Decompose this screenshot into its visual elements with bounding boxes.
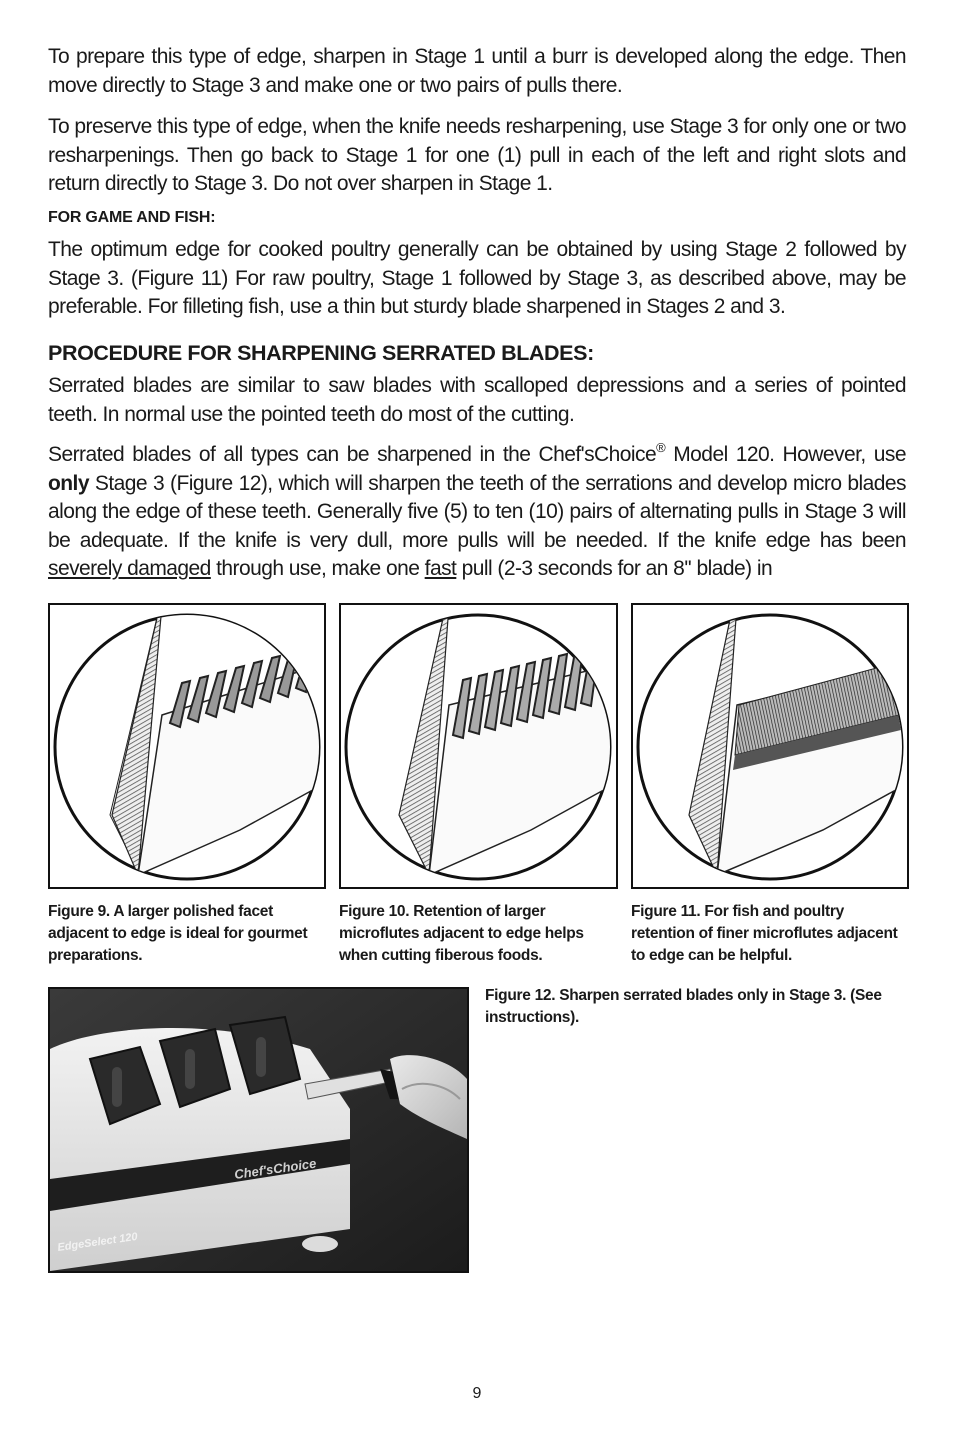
paragraph-game-fish: The optimum edge for cooked poultry generally can be obtained by using Stage 2 followed by Stage 3. (Figure 11) For raw poultry, Stage 1 followed by Stage 3, as described above, may be preferable. For filleting fish, use a thin but sturdy blade sharpened in Stages 2 and 3. [48,238,906,319]
paragraph-prepare-edge: To prepare this type of edge, sharpen in Stage 1 until a burr is developed along the edge. Then move directly to Stage 3 and make one or two pairs of pulls there. [48,45,906,97]
figure-12-caption: Figure 12. Sharpen serrated blades only in Stage 3. (See instructions). [485,987,882,1026]
figure-9-image [48,603,326,889]
underline-severely-damaged: severely damaged [48,557,211,581]
product-logo-text: Chef'sChoice [233,1155,318,1182]
underline-fast: fast [424,557,457,581]
heading-serrated-blades: PROCEDURE FOR SHARPENING SERRATED BLADES: [48,341,594,365]
figure-11-image [631,603,909,889]
figure-11-caption: Figure 11. For fish and poultry retention of finer microflutes adjacent to edge can be helpful. [631,903,898,964]
emphasis-only: only [48,471,89,495]
figure-10-image [339,603,618,889]
figure-9-caption: Figure 9. A larger polished facet adjacent to edge is ideal for gourmet preparations. [48,903,308,964]
paragraph-serrated-description: Serrated blades are similar to saw blades with scalloped depressions and a series of pointed teeth. In normal use the pointed teeth do most of the cutting. [48,374,906,426]
figure-12-image [48,987,469,1273]
paragraph-preserve-edge: To preserve this type of edge, when the knife needs resharpening, use Stage 3 for only one or two resharpenings. Then go back to Stage 1 for one (1) pull in each of the left and right slots and return directly to Stage 3. Do not over sharpen in Stage 1. [48,115,906,196]
subhead-game-and-fish: FOR GAME AND FISH: [48,209,216,226]
paragraph-serrated-procedure: Serrated blades of all types can be sharpened in the Chef'sChoice® Model 120. However, use only Stage 3 (Figure 12), which will sharpen the teeth of the serrations and develop micro blades along the edge of these teeth. Generally five (5) to ten (10) pairs of alternating pulls in Stage 3 will be adequate. If the knife is very dull, more pulls will be needed. If the knife edge has been severely damaged through use, make one fast pull (2-3 seconds for an 8'' blade) in [48,440,906,581]
product-model-text: EdgeSelect 120 [56,1230,139,1254]
figure-10-caption: Figure 10. Retention of larger microflutes adjacent to edge helps when cutting fiberous foods. [339,903,584,964]
page-number: 9 [472,1385,482,1402]
